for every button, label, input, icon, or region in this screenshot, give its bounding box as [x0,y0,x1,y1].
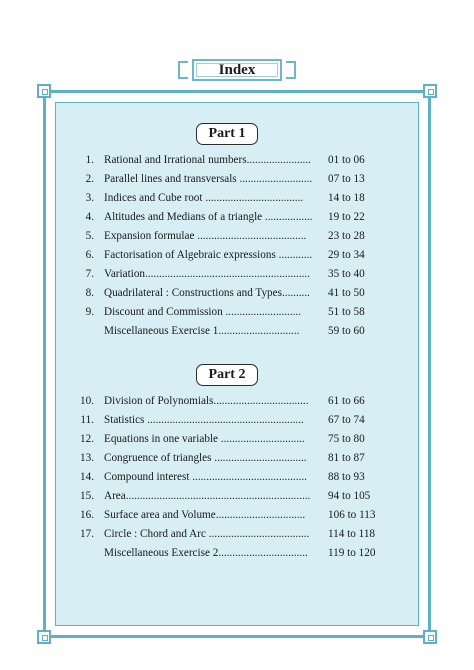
page-range: 41 to 50 [328,286,365,299]
corner-ornament [37,84,51,98]
chapter-row [60,245,390,264]
page-range: 114 to 118 [328,527,376,540]
part-2-list [60,391,390,562]
page-range: 14 to 18 [328,191,365,204]
left-bracket-ornament [178,61,188,79]
corner-ornament [423,84,437,98]
chapter-number: 1. [85,153,94,166]
page-range: 51 to 58 [328,305,365,318]
misc-exercise-row [60,321,390,340]
chapter-number: 15. [80,489,94,502]
page-range: 59 to 60 [328,324,365,337]
chapter-row [60,150,390,169]
chapter-row [60,505,390,524]
chapter-title: Indices and Cube root ................................... [104,191,304,204]
page-range: 61 to 66 [328,394,365,407]
chapter-title: Equations in one variable .............................. [104,432,305,445]
chapter-title: Quadrilateral : Constructions and Types.......... [104,286,310,299]
part-2-heading: Part 2 [196,364,258,386]
chapter-number: 3. [85,191,94,204]
chapter-number: 9. [85,305,94,318]
chapter-title: Factorisation of Algebraic expressions ............ [104,248,313,261]
page-range: 07 to 13 [328,172,365,185]
corner-ornament [423,630,437,644]
chapter-row [60,169,390,188]
part-1-list [60,150,390,340]
chapter-row [60,467,390,486]
chapter-title: Congruence of triangles ................................. [104,451,307,464]
chapter-row [60,283,390,302]
chapter-number: 17. [80,527,94,540]
chapter-row [60,188,390,207]
chapter-title: Rational and Irrational numbers....................... [104,153,311,166]
page-range: 94 to 105 [328,489,371,502]
chapter-row [60,410,390,429]
chapter-title: Circle : Chord and Arc .................................... [104,527,310,540]
chapter-title: Area.................................................................. [104,489,311,502]
chapter-number: 16. [80,508,94,521]
chapter-title: Discount and Commission ........................... [104,305,302,318]
chapter-number: 8. [85,286,94,299]
page-range: 35 to 40 [328,267,365,280]
chapter-row [60,448,390,467]
chapter-number: 14. [80,470,94,483]
chapter-row [60,429,390,448]
chapter-row [60,391,390,410]
chapter-row [60,207,390,226]
chapter-title: Division of Polynomials.................................. [104,394,309,407]
chapter-number: 7. [85,267,94,280]
chapter-row [60,302,390,321]
chapter-number: 11. [80,413,94,426]
page-range: 106 to 113 [328,508,376,521]
chapter-title: Expansion formulae ....................................... [104,229,307,242]
chapter-number: 10. [80,394,94,407]
chapter-number: 5. [85,229,94,242]
chapter-title: Miscellaneous Exercise 1............................. [104,324,300,337]
chapter-number: 12. [80,432,94,445]
page-range: 67 to 74 [328,413,365,426]
chapter-number: 4. [85,210,94,223]
chapter-row [60,486,390,505]
page-range: 81 to 87 [328,451,365,464]
page-range: 75 to 80 [328,432,365,445]
page-range: 88 to 93 [328,470,365,483]
page-range: 01 to 06 [328,153,365,166]
index-title: Index [192,59,282,81]
chapter-title: Statistics ........................................................ [104,413,304,426]
chapter-title: Parallel lines and transversals .......................... [104,172,313,185]
chapter-number: 6. [85,248,94,261]
chapter-row [60,226,390,245]
chapter-row [60,264,390,283]
right-bracket-ornament [286,61,296,79]
page-range: 119 to 120 [328,546,376,559]
page-range: 29 to 34 [328,248,365,261]
part-1-heading: Part 1 [196,123,258,145]
chapter-title: Altitudes and Medians of a triangle ................. [104,210,313,223]
chapter-number: 2. [85,172,94,185]
page-range: 23 to 28 [328,229,365,242]
chapter-title: Variation........................................................... [104,267,311,280]
chapter-title: Miscellaneous Exercise 2................................ [104,546,308,559]
corner-ornament [37,630,51,644]
chapter-number: 13. [80,451,94,464]
chapter-title: Surface area and Volume................................ [104,508,306,521]
chapter-title: Compound interest ......................................... [104,470,307,483]
page-range: 19 to 22 [328,210,365,223]
index-heading [178,59,296,83]
chapter-row [60,524,390,543]
misc-exercise-row [60,543,390,562]
